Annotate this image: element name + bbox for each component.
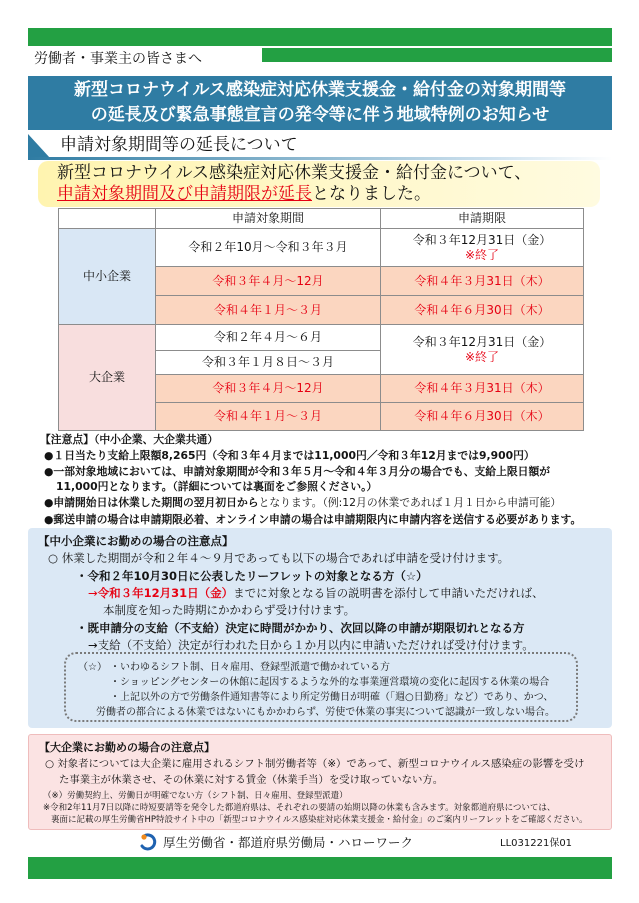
announcement-box [38,161,600,207]
case1-line-2: 本制度を知った時期にかかわらず受け付けます。 [103,603,356,617]
period-table-wrapper [58,208,584,431]
note-item [44,495,561,510]
notes-heading: 【注意点】（中小企業、大企業共通） [40,433,219,446]
table-cell-deadline: 令和４年３月31日（木） [381,267,584,296]
section-heading-text: 申請対象期間等の延長について [60,135,298,155]
large-enterprise-notice-box [28,734,612,830]
table-cell-period: 令和２年10月～令和３年３月 [156,229,381,267]
note-item: ●郵送申請の場合は申請期限必着、オンライン申請の場合は申請期限内に申請内容を送信する必要があります。 [44,513,582,526]
table-cell-deadline: 令和４年６月30日（木） [381,296,584,325]
large-box-footnote: （※）労働契約上、労働日が明確でない方（シフト制、日々雇用、登録型派遣） [43,791,348,801]
note-item-continuation: 11,000円となります。（詳細については裏面をご参照ください。） [56,480,378,493]
sme-box-intro: ○ 休業した期間が令和２年４～９月であっても以下の場合であれば申請を受け付けます。 [48,551,510,565]
large-box-remark-1: ※令和2年11月7日以降に時短要請等を発令した都道府県は、それぞれの要請の始期以降の休業も含みます。対象都道府県については、 [43,803,556,813]
star-definition-box [64,652,578,722]
case2-line-1: →支給（不支給）決定が行われた日から１か月以内に申請いただければ受け付けます。 [88,638,534,652]
arrow-icon: → [88,586,98,600]
footer-organization: 厚生労働省・都道府県労働局・ハローワーク [163,835,414,850]
star-item: ・上記以外の方で労働条件通知書等により所定労働日が明確（「週○日勤務」など）であり、かつ、 [110,692,554,703]
note-item: ●１日当たり支給上限額8,265円（令和３年４月までは11,000円／令和３年12月までは9,900円） [44,449,535,462]
case1-title: ・令和２年10月30日に公表したリーフレットの対象となる方（☆） [76,569,428,583]
title-line-1: 新型コロナウイルス感染症対応休業支援金・給付金の対象期間等 [74,80,566,100]
title-line-2: の延長及び緊急事態宣言の発令等に伴う地域特例のお知らせ [90,105,550,125]
large-box-heading: 【大企業にお勤めの場合の注意点】 [39,741,215,754]
case2-title: ・既申請分の支給（不支給）決定に時間がかかり、次回以降の申請が期限切れとなる方 [76,621,525,635]
announcement-line-1: 新型コロナウイルス感染症対応休業支援金・給付金について、 [57,163,532,183]
note-item-normal: となります。（例:12月の休業であれば１月１日から申請可能） [258,496,562,509]
top-green-band-step [262,48,612,62]
note-item-bold: ●申請開始日は休業した期間の翌月初日から [44,496,259,509]
table-cell-deadline: 令和４年６月30日（木） [381,403,584,431]
audience-label: 労働者・事業主の皆さまへ [34,51,202,67]
mhlw-logo-icon [138,832,158,852]
table-cell-period: 令和４年１月～３月 [156,403,381,431]
table-cell-period: 令和３年４月～12月 [156,267,381,296]
column-header-period: 申請対象期間 [156,209,381,229]
star-item: ・ショッピングセンターの休館に起因するような外的な事業運営環境の変化に起因する休業の場合 [110,677,550,688]
star-marker: （☆） [78,662,107,673]
bottom-green-band [28,857,612,879]
title-banner [28,76,612,130]
status-ended: ※終了 [464,247,500,262]
triangle-marker-icon [28,134,50,158]
sme-notice-box [28,528,612,728]
section-underline [28,157,612,160]
period-table [58,208,584,431]
note-item: ●一部対象地域においては、申請対象期間が令和３年５月～令和４年３月分の場合でも、支給上限日額が [44,465,551,478]
section-heading [28,133,612,161]
large-box-line-2: た事業主が休業させ、その休業に対する賃金（休業手当）を受け取っていない方。 [59,774,444,786]
case1-rest: までに対象となる旨の説明書を添付して申請いただければ、 [233,586,544,600]
footer-document-code: LL031221保01 [500,838,573,849]
announcement-highlight: 申請対象期間及び申請期限が延長 [57,184,312,204]
table-corner-cell [59,209,156,229]
table-cell-period: 令和２年４月～６月 [156,325,381,351]
announcement-line-2 [57,184,600,205]
column-header-deadline: 申請期限 [381,209,584,229]
sme-box-heading: 【中小企業にお勤めの場合の注意点】 [38,534,234,548]
table-header-row [59,209,584,229]
case1-line-1 [88,585,544,601]
deadline-text: 令和３年12月31日（金） [412,232,552,247]
star-item-continuation: 労働者の都合による休業ではないにもかかわらず、労使で休業の事実について認識が一致しない場合。 [96,707,555,718]
table-cell-period: 令和３年４月～12月 [156,375,381,403]
table-cell-deadline: 令和４年３月31日（木） [381,375,584,403]
row-label-sme: 中小企業 [59,229,156,325]
large-box-line-1: ○ 対象者については大企業に雇用されるシフト制労働者等（※）であって、新型コロナウイルス感染症の影響を受け [45,758,585,770]
table-row [59,325,584,351]
status-ended: ※終了 [464,349,500,364]
announcement-tail: となりました。 [312,184,431,204]
table-cell-period: 令和４年１月～３月 [156,296,381,325]
star-item: ・いわゆるシフト制、日々雇用、登録型派遣で働かれている方 [110,662,390,673]
table-cell-period: 令和３年１月８日～３月 [156,351,381,375]
top-green-band [28,28,612,46]
table-row [59,229,584,267]
row-label-large: 大企業 [59,325,156,431]
case1-date: 令和３年12月31日（金） [97,586,234,600]
table-cell-deadline [381,325,584,375]
large-box-remark-2: 裏面に記載の厚生労働省HP特設サイト中の「新型コロナウイルス感染症対応休業支援金・給付金」のご案内リーフレットをご確認ください。 [51,815,588,825]
table-cell-deadline [381,229,584,267]
deadline-text: 令和３年12月31日（金） [412,334,552,349]
